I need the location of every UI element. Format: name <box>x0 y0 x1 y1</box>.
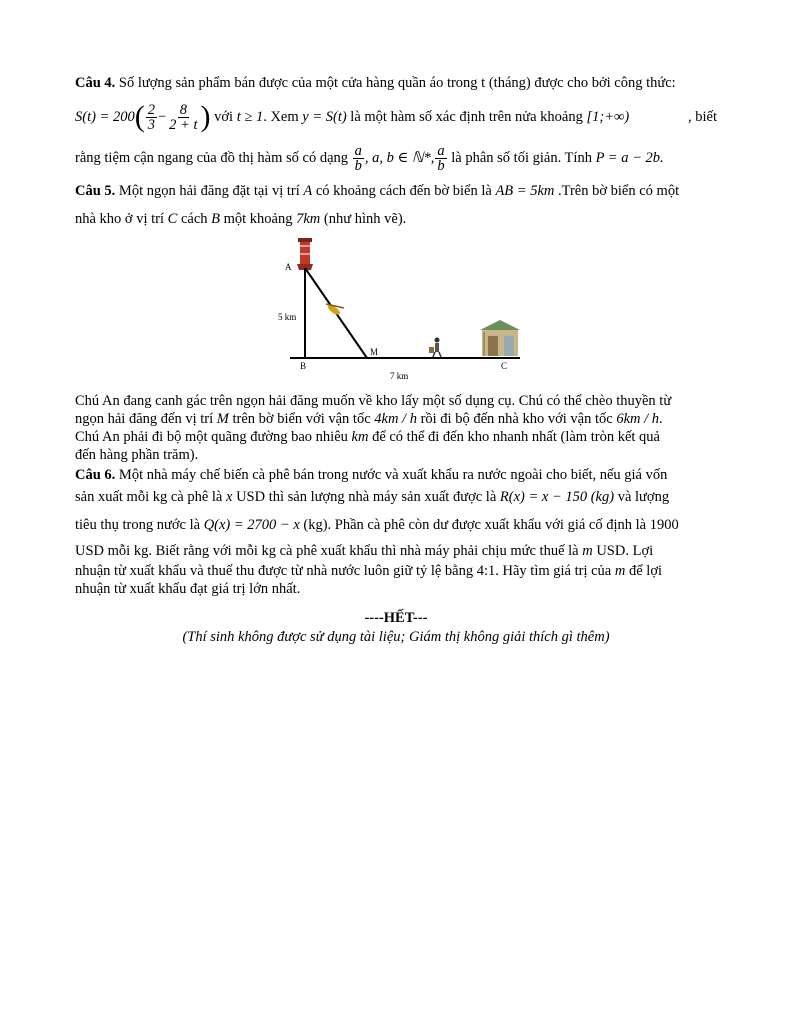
q6-l4b: USD. Lợi <box>596 543 654 559</box>
warehouse-icon <box>480 320 520 356</box>
q6-l5b: để lợi <box>628 563 663 579</box>
q4-label: Câu 4. <box>75 75 116 91</box>
q6-m2: m <box>614 563 626 579</box>
q4-frac1: $\frac{2}{3}$ <box>147 101 155 133</box>
lighthouse-icon <box>297 238 313 270</box>
q5-v2: 6km / h <box>616 411 659 427</box>
q6-l4a: USD mỗi kg. Biết rằng với mỗi kg cà phê xuất khẩu thì nhà máy phải chịu mức thuế là <box>75 543 579 559</box>
q4-target: P = a − 2b. <box>595 150 664 166</box>
boat-icon <box>326 304 344 317</box>
q6-line5 <box>75 562 717 580</box>
q5-p3a: Chú An phải đi bộ một quãng đường bao nhiêu <box>75 429 348 445</box>
q5-p1: Chú An đang canh gác trên ngọn hải đăng muốn về kho lấy một số dụng cụ. Chú có thể chèo thuyền từ <box>75 393 672 409</box>
q4-mid: là một hàm số xác định trên nửa khoảng <box>350 109 583 125</box>
label-M: M <box>370 347 379 357</box>
q4-frac-ab: $\frac{a}{b}$ <box>354 142 362 174</box>
q6-l6: nhuận từ xuất khẩu đạt giá trị lớn nhất. <box>75 581 301 597</box>
label-B: B <box>300 361 307 371</box>
label-7km: 7 km <box>390 371 409 381</box>
q6-m: m <box>582 543 593 559</box>
q5-pA: A <box>303 183 313 199</box>
q4-text1: Số lượng sản phẩm bán được của một cửa hàng quần áo trong t (tháng) được cho bởi công thức: <box>118 75 676 91</box>
q5-v1: 4km / h <box>374 411 417 427</box>
q6-l2b: USD thì sản lượng nhà máy sản xuất được là <box>236 489 497 505</box>
q5-pB: B <box>211 211 220 227</box>
q5-l1c: .Trên bờ biển có một <box>557 183 680 199</box>
q4-cond: t ≥ 1 <box>236 109 264 125</box>
q4-frac-ab2: $\frac{a}{b}$ <box>437 142 445 174</box>
q4-cond2: , a, b ∈ ℕ*, <box>364 150 435 166</box>
q5-label: Câu 5. <box>75 183 116 199</box>
q5-figure <box>270 236 530 382</box>
q6-l3a: tiêu thụ trong nước là <box>75 517 201 533</box>
q5-l1b: có khoảng cách đến bờ biển là <box>315 183 492 199</box>
q4-biet: , biết <box>688 109 717 125</box>
q6-l3b: (kg). Phần cà phê còn dư được xuất khẩu với giá cố định là 1900 <box>303 517 679 533</box>
q5-l2a: nhà kho ở vị trí <box>75 211 165 227</box>
q4-line3b: là phân số tối giản. Tính <box>451 150 592 166</box>
q5-dist: 7km <box>296 211 321 227</box>
q4-line1 <box>75 74 717 92</box>
q5-p2a: ngọn hải đăng đến vị trí <box>75 411 214 427</box>
q5-para-line4 <box>75 446 717 464</box>
q4-xem: . Xem <box>263 109 299 125</box>
q6-x: x <box>226 489 233 505</box>
q6-line3 <box>75 516 717 534</box>
end-marker: ----HẾT--- <box>364 610 428 626</box>
q4-interval: [1;+∞) <box>586 109 630 125</box>
q5-line1 <box>75 182 717 200</box>
q4-with: với <box>214 109 234 125</box>
q5-pC: C <box>167 211 178 227</box>
q4-frac2: $\frac{8}{2 + t}$ <box>169 101 198 133</box>
q6-l2c: và lượng <box>617 489 670 505</box>
q4-formula-line <box>75 96 717 138</box>
exam-note: (Thí sinh không được sử dụng tài liệu; Giám thị không giải thích gì thêm) <box>182 629 610 645</box>
q4-formula-lhs: S(t) = 200 <box>75 109 135 125</box>
q4-minus: − <box>157 109 167 125</box>
label-5km: 5 km <box>278 312 297 322</box>
q5-p4: đến hàng phần trăm). <box>75 447 199 463</box>
q5-ab: AB = 5km <box>495 183 555 199</box>
q4-func: y = S(t) <box>302 109 347 125</box>
q4-paren-close: ) <box>200 100 211 133</box>
q4-line3 <box>75 140 717 176</box>
q5-p2b: trên bờ biển với vận tốc <box>232 411 371 427</box>
label-C: C <box>501 361 508 371</box>
q5-line2 <box>75 210 717 228</box>
q6-label: Câu 6. <box>75 467 116 483</box>
q6-l5: nhuận từ xuất khẩu và thuế thu được từ nhà nước luôn giữ tỷ lệ bằng 4:1. Hãy tìm giá trị của <box>75 563 612 579</box>
q5-p3b: để có thể đi đến kho nhanh nhất (làm tròn kết quả <box>372 429 660 445</box>
q6-line6 <box>75 580 717 598</box>
q6-line2 <box>75 488 717 506</box>
q5-km: km <box>351 429 369 445</box>
q6-line1 <box>75 466 717 484</box>
walker-icon <box>429 338 441 358</box>
q5-pM: M <box>216 411 229 427</box>
q6-line4 <box>75 542 717 560</box>
q5-l2b: cách <box>180 211 208 227</box>
q5-para-line1 <box>75 392 717 410</box>
q5-p2d: . <box>659 411 663 427</box>
q5-p2c: rồi đi bộ đến nhà kho với vận tốc <box>420 411 613 427</box>
q6-l1: Một nhà máy chế biến cà phê bán trong nước và xuất khẩu ra nước ngoài cho biết, nếu giá vốn <box>118 467 668 483</box>
q6-rx: R(x) = x − 150 (kg) <box>499 489 615 505</box>
q6-l2a: sản xuất mỗi kg cà phê là <box>75 489 223 505</box>
q5-para-line2 <box>75 410 717 428</box>
q5-l2c: một khoảng <box>223 211 293 227</box>
q5-l1a: Một ngọn hải đăng đặt tại vị trí <box>118 183 300 199</box>
q5-para-line3 <box>75 428 717 446</box>
q6-qx: Q(x) = 2700 − x <box>203 517 300 533</box>
q4-paren-open: ( <box>134 100 145 133</box>
label-A: A <box>285 262 292 272</box>
q4-line3a: rằng tiệm cận ngang của đồ thị hàm số có dạng <box>75 150 349 166</box>
q5-l2d: (như hình vẽ). <box>323 211 407 227</box>
